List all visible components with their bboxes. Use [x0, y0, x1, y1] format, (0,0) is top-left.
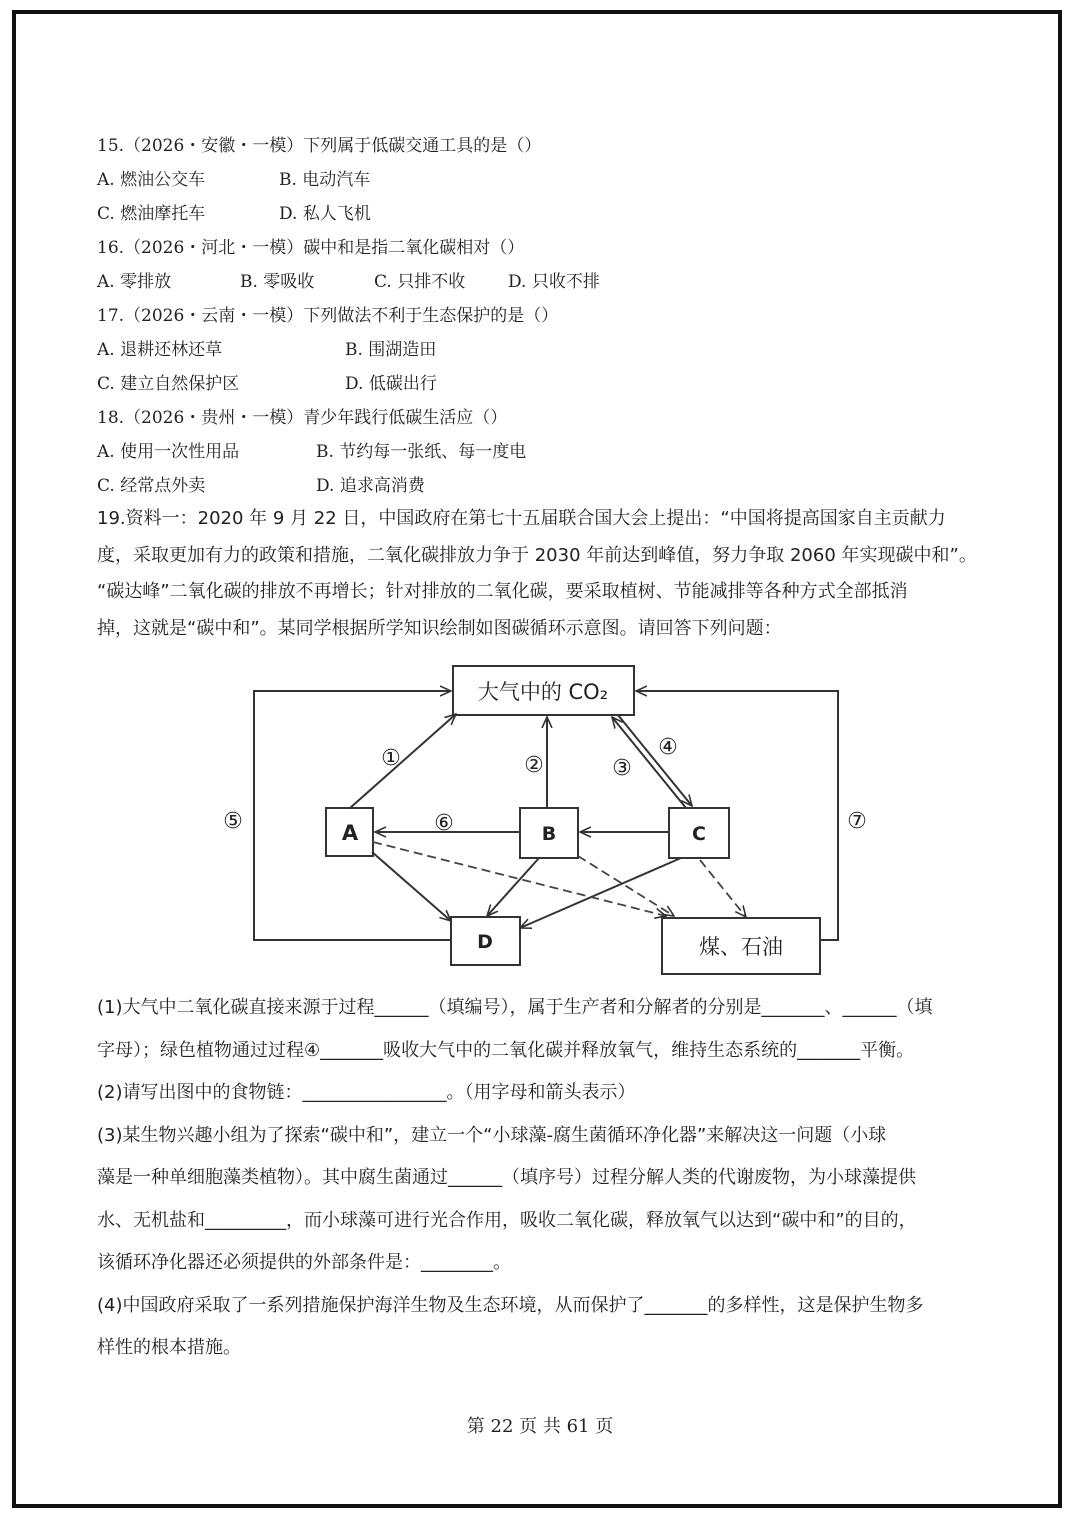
q15-option-c: C. 燃油摩托车 [97, 204, 206, 224]
arrow-process-1 [350, 714, 456, 808]
process-7-label: ⑦ [847, 809, 867, 834]
material-line: “碳达峰”二氧化碳的排放不再增长；针对排放的二氧化碳，要采取植树、节能减排等各种方式全部抵消 [97, 581, 908, 602]
question-18-stem: 18.（2026・贵州・一模）青少年践行低碳生活应（） [97, 408, 508, 428]
arrow-process-7 [636, 691, 838, 940]
material-line: 度，采取更加有力的政策和措施，二氧化碳排放力争于 2030 年前达到峰值，努力争取 2060 年实现碳中和”。 [97, 544, 977, 566]
q16-option-c: C. 只排不收 [374, 272, 466, 292]
q17-option-d: D. 低碳出行 [345, 374, 437, 394]
q16-option-a: A. 零排放 [97, 272, 172, 292]
arrow-c-to-fossil [700, 860, 746, 917]
q17-option-a: A. 退耕还林还草 [97, 340, 223, 360]
subquestion-line: (3)某生物兴趣小组为了探索“碳中和”，建立一个“小球藻-腐生菌循环净化器”来解决这一问题（小球 [97, 1124, 887, 1146]
subquestion-line: 水、无机盐和_________，而小球藻可进行光合作用，吸收二氧化碳，释放氧气以达到“碳中和”的目的， [97, 1209, 917, 1231]
arrow-a-to-d [372, 852, 451, 921]
subquestion-line: (1)大气中二氧化碳直接来源于过程______（填编号），属于生产者和分解者的分别是_______、______（填 [97, 997, 933, 1018]
node-b-label: B [541, 823, 557, 845]
process-6-label: ⑥ [434, 811, 454, 836]
q17-option-c: C. 建立自然保护区 [97, 374, 240, 394]
page-number-footer: 第 22 页 共 61 页 [466, 1416, 614, 1437]
subquestion-line: 该循环净化器还必须提供的外部条件是：________。 [97, 1252, 511, 1273]
q18-option-c: C. 经常点外卖 [97, 476, 206, 496]
process-4-label: ④ [658, 735, 678, 760]
q16-option-d: D. 只收不排 [508, 272, 600, 292]
subquestion-line: (4)中国政府采取了一系列措施保护海洋生物及生态环境，从而保护了_______的多样性，这是保护生物多 [97, 1294, 924, 1316]
question-17-stem: 17.（2026・云南・一模）下列做法不利于生态保护的是（） [97, 306, 559, 326]
subquestion-line: 藻是一种单细胞藻类植物）。其中腐生菌通过______（填序号）过程分解人类的代谢废物，为小球藻提供 [97, 1167, 916, 1188]
material-line: 掉，这就是“碳中和”。某同学根据所学知识绘制如图碳循环示意图。请回答下列问题： [97, 617, 782, 639]
process-2-label: ② [524, 753, 544, 778]
arrow-b-to-d [487, 858, 539, 916]
arrow-c-to-d [520, 858, 681, 928]
process-3-label: ③ [612, 756, 632, 781]
process-1-label: ① [381, 746, 401, 771]
material-line: 19.资料一：2020 年 9 月 22 日，中国政府在第七十五届联合国大会上提出：“中国将提高国家自主贡献力 [97, 508, 946, 529]
q15-option-d: D. 私人飞机 [279, 204, 371, 224]
subquestion-line: (2)请写出图中的食物链：________________。（用字母和箭头表示） [97, 1082, 636, 1103]
q15-option-a: A. 燃油公交车 [97, 170, 206, 190]
question-16-stem: 16.（2026・河北・一模）碳中和是指二氧化碳相对（） [97, 238, 525, 258]
q18-option-a: A. 使用一次性用品 [97, 442, 240, 462]
q16-option-b: B. 零吸收 [240, 272, 315, 292]
arrow-b-to-fossil [578, 856, 674, 916]
q17-option-b: B. 围湖造田 [345, 340, 437, 360]
q18-option-b: B. 节约每一张纸、每一度电 [316, 442, 527, 462]
node-a-label: A [341, 821, 359, 845]
q15-option-b: B. 电动汽车 [279, 170, 371, 190]
node-c-label: C [692, 823, 706, 845]
question-19-subquestions [97, 987, 987, 1370]
subquestion-line: 字母）；绿色植物通过过程④_______吸收大气中的二氧化碳并释放氧气，维持生态系统的_______平衡。 [97, 1039, 915, 1061]
subquestion-line: 样性的根本措施。 [97, 1337, 241, 1358]
question-15-stem: 15.（2026・安徽・一模）下列属于低碳交通工具的是（） [97, 136, 542, 156]
process-5-label: ⑤ [223, 809, 243, 834]
atmosphere-co2-label: 大气中的 CO₂ [477, 680, 609, 704]
fossil-fuel-label: 煤、石油 [699, 935, 783, 959]
node-d-label: D [477, 931, 493, 953]
q18-option-d: D. 追求高消费 [316, 476, 425, 496]
